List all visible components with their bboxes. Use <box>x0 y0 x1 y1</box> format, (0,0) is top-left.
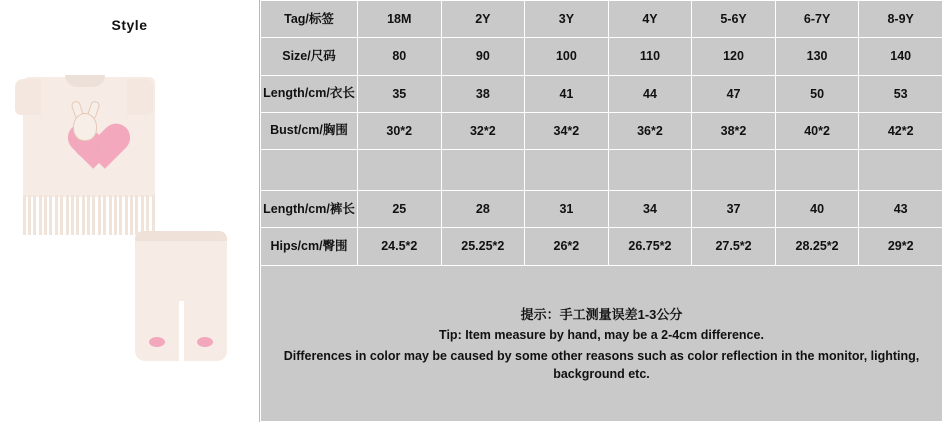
table-cell: 41 <box>525 75 609 112</box>
table-cell: 34 <box>608 191 692 228</box>
table-row <box>261 112 943 149</box>
table-cell: 47 <box>692 75 776 112</box>
table-cell: 28 <box>441 191 525 228</box>
table-cell: 5-6Y <box>692 1 776 38</box>
table-cell: 26.75*2 <box>608 228 692 265</box>
table-cell: 80 <box>358 38 442 75</box>
row-label: Length/cm/裤长 <box>261 191 358 228</box>
bunny-face-icon <box>73 113 97 141</box>
row-label: Length/cm/衣长 <box>261 75 358 112</box>
table-cell: 120 <box>692 38 776 75</box>
table-cell: 110 <box>608 38 692 75</box>
table-cell <box>775 150 859 191</box>
table-cell: 37 <box>692 191 776 228</box>
table-cell: 35 <box>358 75 442 112</box>
table-cell: 130 <box>775 38 859 75</box>
table-cell <box>525 150 609 191</box>
row-label: Tag/标签 <box>261 1 358 38</box>
table-row <box>261 38 943 75</box>
pants-waistband <box>135 231 227 241</box>
table-cell: 27.5*2 <box>692 228 776 265</box>
pants-leg-gap <box>179 301 184 361</box>
row-label <box>261 150 358 191</box>
table-cell: 140 <box>859 38 943 75</box>
table-cell: 8-9Y <box>859 1 943 38</box>
table-row <box>261 75 943 112</box>
size-table <box>260 0 943 422</box>
pants-bow-left-icon <box>149 337 165 347</box>
tip-text: Item measure by hand, may be a 2-4cm difference. <box>461 327 764 342</box>
table-cell <box>692 150 776 191</box>
table-cell: 40 <box>775 191 859 228</box>
table-cell: 28.25*2 <box>775 228 859 265</box>
shirt-sleeve-right <box>127 79 153 115</box>
table-cell: 25 <box>358 191 442 228</box>
table-row-spacer <box>261 150 943 191</box>
ribbon-graphic <box>75 139 99 157</box>
row-label: Bust/cm/胸围 <box>261 112 358 149</box>
shirt-neckline <box>65 75 105 87</box>
size-table-wrap <box>260 0 943 422</box>
table-cell <box>608 150 692 191</box>
table-cell: 25.25*2 <box>441 228 525 265</box>
table-cell: 26*2 <box>525 228 609 265</box>
tip-row <box>261 265 943 422</box>
table-row <box>261 1 943 38</box>
shirt-fringe <box>23 195 155 235</box>
table-cell: 53 <box>859 75 943 112</box>
tip-line-english <box>262 328 941 342</box>
style-title: Style <box>111 17 148 33</box>
table-cell: 44 <box>608 75 692 112</box>
table-row <box>261 228 943 265</box>
table-cell <box>358 150 442 191</box>
table-cell: 3Y <box>525 1 609 38</box>
table-cell <box>441 150 525 191</box>
row-label: Hips/cm/臀围 <box>261 228 358 265</box>
product-photo <box>15 39 245 389</box>
table-cell: 4Y <box>608 1 692 38</box>
table-cell: 36*2 <box>608 112 692 149</box>
table-cell: 6-7Y <box>775 1 859 38</box>
row-label: Size/尺码 <box>261 38 358 75</box>
table-cell <box>859 150 943 191</box>
table-cell: 40*2 <box>775 112 859 149</box>
pants-bow-right-icon <box>197 337 213 347</box>
table-cell: 31 <box>525 191 609 228</box>
table-cell: 24.5*2 <box>358 228 442 265</box>
table-cell: 34*2 <box>525 112 609 149</box>
table-cell: 38 <box>441 75 525 112</box>
product-panel <box>0 0 260 422</box>
tip-line-disclaimer: Differences in color may be caused by some other reasons such as color reflection in the monitor, lighting, background etc. <box>283 348 920 381</box>
table-cell: 42*2 <box>859 112 943 149</box>
table-row <box>261 191 943 228</box>
table-cell: 38*2 <box>692 112 776 149</box>
table-cell: 100 <box>525 38 609 75</box>
shirt-sleeve-left <box>15 79 41 115</box>
table-cell: 29*2 <box>859 228 943 265</box>
table-cell: 43 <box>859 191 943 228</box>
table-cell: 30*2 <box>358 112 442 149</box>
table-cell: 32*2 <box>441 112 525 149</box>
tip-label: Tip: <box>439 327 462 342</box>
table-cell: 18M <box>358 1 442 38</box>
tip-line-chinese: 提示：手工测量误差1-3公分 <box>520 306 683 322</box>
table-cell: 50 <box>775 75 859 112</box>
tip-block <box>261 265 943 422</box>
table-cell: 90 <box>441 38 525 75</box>
table-cell: 2Y <box>441 1 525 38</box>
